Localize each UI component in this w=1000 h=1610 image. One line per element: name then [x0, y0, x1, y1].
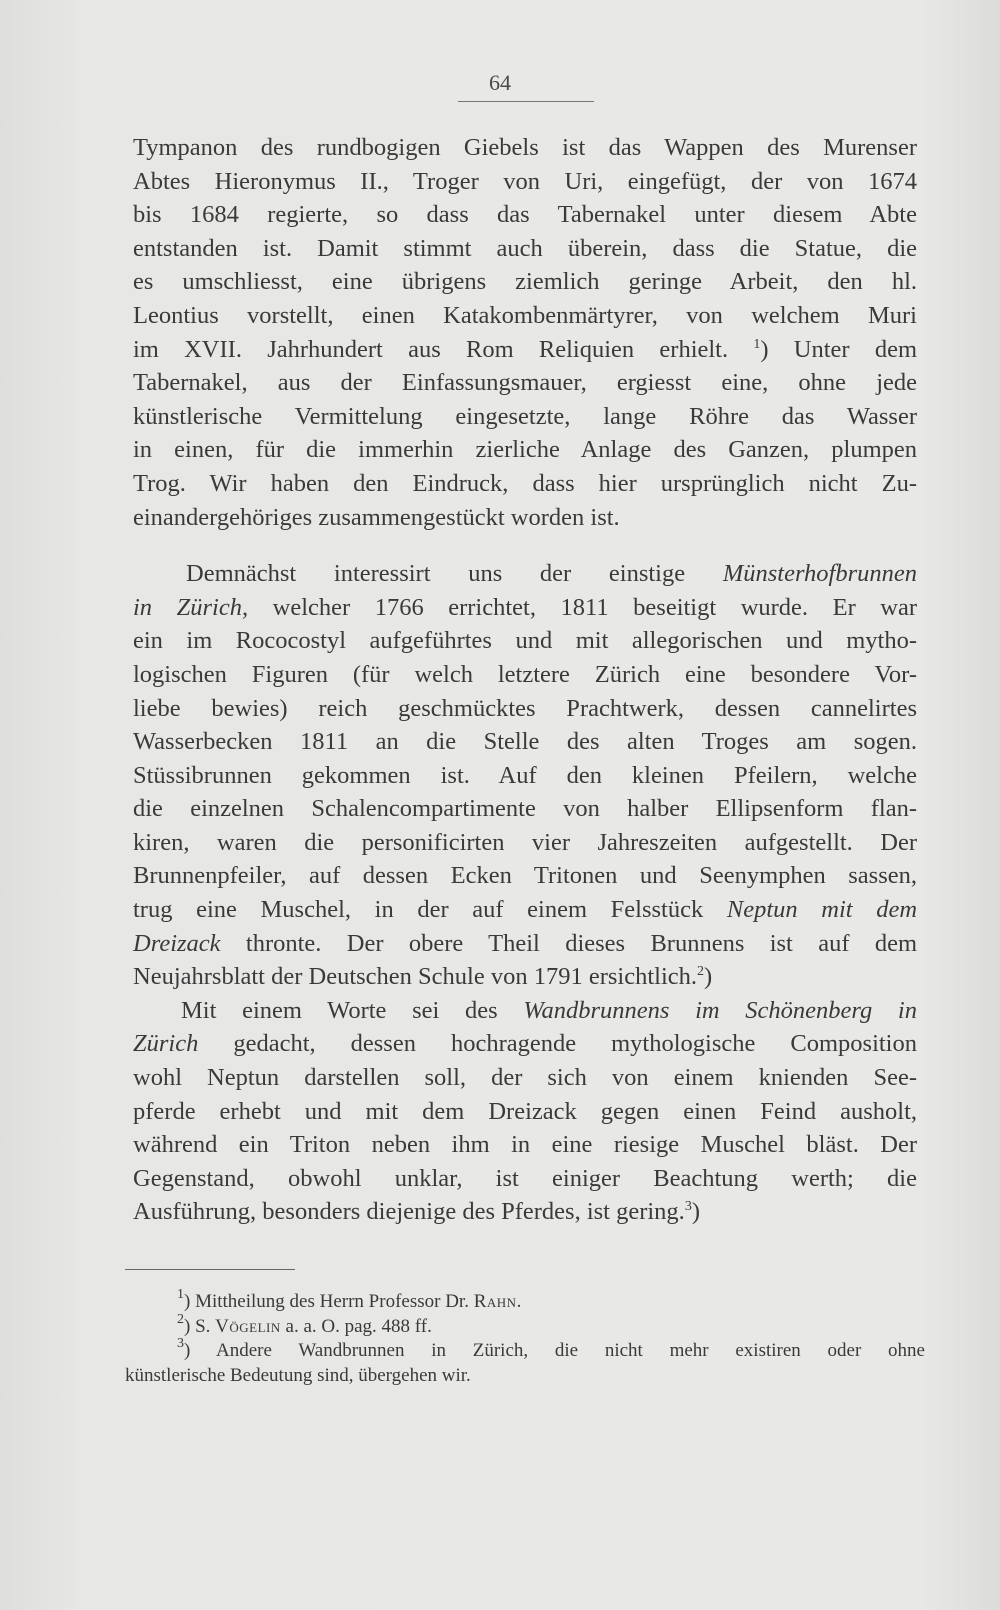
footnote-text: ) Andere Wandbrunnen in Zürich, die nicht mehr existiren oder ohne [184, 1340, 925, 1361]
text-segment: thronte. Der obere Theil dieses Brunnens ist auf dem [245, 929, 918, 957]
text-line: liebe bewies) reich geschmücktes Prachtwerk, dessen cannelirtes [133, 694, 917, 722]
text-line [133, 893, 917, 927]
footnote-3-continuation: künstlerische Bedeutung sind, übergehen wir. [125, 1364, 471, 1386]
text-segment: Demnächst interessirt uns der einstige [186, 560, 686, 588]
text-segment: Neujahrsblatt der Deutschen Schule von 1791 ersichtlich. [133, 963, 698, 991]
text-segment: welcher 1766 errichtet, 1811 beseitigt wurde. Er war [272, 593, 917, 621]
italic-term: Wandbrunnens im Schönenberg in [523, 996, 917, 1024]
text-line [133, 994, 917, 1028]
author-name: Vögelin [215, 1315, 281, 1337]
text-line: Abtes Hieronymus II., Troger von Uri, eingefügt, der von 1674 [133, 167, 917, 195]
text-segment: Unter dem [793, 335, 918, 363]
footnote-ref-1: 1 [753, 336, 761, 352]
paragraph-gap [133, 534, 917, 557]
text-line: Tympanon des rundbogigen Giebels ist das Wappen des Murenser [133, 134, 917, 161]
italic-term: Zürich [133, 1030, 199, 1058]
text-line [133, 557, 917, 591]
paragraph-3 [133, 994, 917, 1229]
italic-term: Münsterhofbrunnen [722, 560, 918, 588]
text-segment: ) [691, 1198, 700, 1226]
footnote-mark: 3 [177, 1336, 184, 1351]
text-line: es umschliesst, eine übrigens ziemlich geringe Arbeit, den hl. [133, 268, 917, 296]
text-line: pferde erhebt und mit dem Dreizack gegen einen Feind ausholt, [133, 1097, 917, 1125]
footnote-ref-3: 3 [684, 1199, 692, 1215]
footnote-3 [125, 1336, 925, 1364]
text-line [133, 960, 917, 994]
footnote-mark: 1 [177, 1287, 184, 1302]
text-line: künstlerische Vermittelung eingesetzte, lange Röhre das Wasser [133, 402, 917, 430]
paragraph-1 [133, 131, 917, 534]
text-line: logischen Figuren (für welch letztere Zürich eine besondere Vor- [133, 660, 917, 688]
text-segment: gedacht, dessen hochragende mythologische Composition [233, 1030, 917, 1058]
footnote-rule [125, 1269, 295, 1270]
header-rule [458, 101, 594, 102]
footnote-2 [125, 1311, 925, 1340]
text-line: Gegenstand, obwohl unklar, ist einiger Beachtung werth; die [133, 1164, 917, 1192]
text-line [133, 1027, 917, 1061]
text-segment: im XVII. Jahrhundert aus Rom Reliquien erhielt. [133, 335, 729, 363]
text-line [133, 1195, 917, 1229]
text-line: im XVII. Jahrhundert aus Rom Reliquien erhielt. $^1$) Unter dem [133, 335, 918, 363]
text-line: Tabernakel, aus der Einfassungsmauer, ergiesst eine, ohne jede [133, 369, 917, 397]
text-line: bis 1684 regierte, so dass das Tabernakel unter diesem Abte [133, 201, 917, 229]
text-segment: ) [704, 963, 713, 991]
text-line: in einen, für die immerhin zierliche Anlage des Ganzen, plumpen [133, 436, 917, 464]
body-text [133, 131, 917, 1229]
italic-term: Dreizack [133, 929, 221, 957]
text-line: während ein Triton neben ihm in eine riesige Muschel bläst. Der [133, 1131, 917, 1159]
footnote-1 [125, 1287, 925, 1315]
text-line [133, 927, 917, 961]
footnote-text: ) Mittheilung des Herrn Professor Dr. [184, 1291, 469, 1312]
footnotes [125, 1287, 925, 1388]
text-line: kiren, waren die personificirten vier Jahreszeiten aufgestellt. Der [133, 828, 917, 856]
paragraph-2 [133, 557, 917, 994]
text-segment: Ausführung, besonders diejenige des Pferdes, ist gering. [133, 1198, 685, 1226]
footnote-mark: 2 [177, 1311, 184, 1327]
text-line [133, 591, 917, 625]
text-line: ein im Rococostyl aufgeführtes und mit allegorischen und mytho- [133, 627, 917, 655]
text-line: einandergehöriges zusammengestückt worden ist. [133, 503, 620, 531]
footnote-text: ) S. [184, 1315, 211, 1337]
italic-term: in Zürich, [133, 593, 249, 621]
footnote-text: a. a. O. pag. 488 ff. [285, 1315, 432, 1337]
text-line: die einzelnen Schalencompartimente von halber Ellipsenform flan- [133, 795, 917, 823]
text-line: entstanden ist. Damit stimmt auch überein, dass die Statue, die [133, 234, 917, 262]
text-segment: Mit einem Worte sei des [181, 996, 498, 1024]
text-line: Wasserbecken 1811 an die Stelle des alten Troges am sogen. [133, 728, 917, 756]
text-line: Brunnenpfeiler, auf dessen Ecken Tritonen und Seenymphen sassen, [133, 862, 917, 890]
footnote-ref-2: 2 [697, 964, 705, 980]
page-number: 64 [489, 70, 511, 95]
text-line: Trog. Wir haben den Eindruck, dass hier ursprünglich nicht Zu- [133, 469, 917, 497]
italic-term: Neptun mit dem [726, 896, 918, 924]
text-line: Stüssibrunnen gekommen ist. Auf den kleinen Pfeilern, welche [133, 761, 917, 789]
text-line: Leontius vorstellt, einen Katakombenmärtyrer, von welchem Muri [133, 301, 917, 329]
footnote-text: . [516, 1291, 522, 1312]
text-line: wohl Neptun darstellen soll, der sich von einem knienden See- [133, 1064, 917, 1092]
author-name: Rahn [473, 1291, 517, 1312]
text-segment: trug eine Muschel, in der auf einem Felsstück [133, 896, 704, 924]
